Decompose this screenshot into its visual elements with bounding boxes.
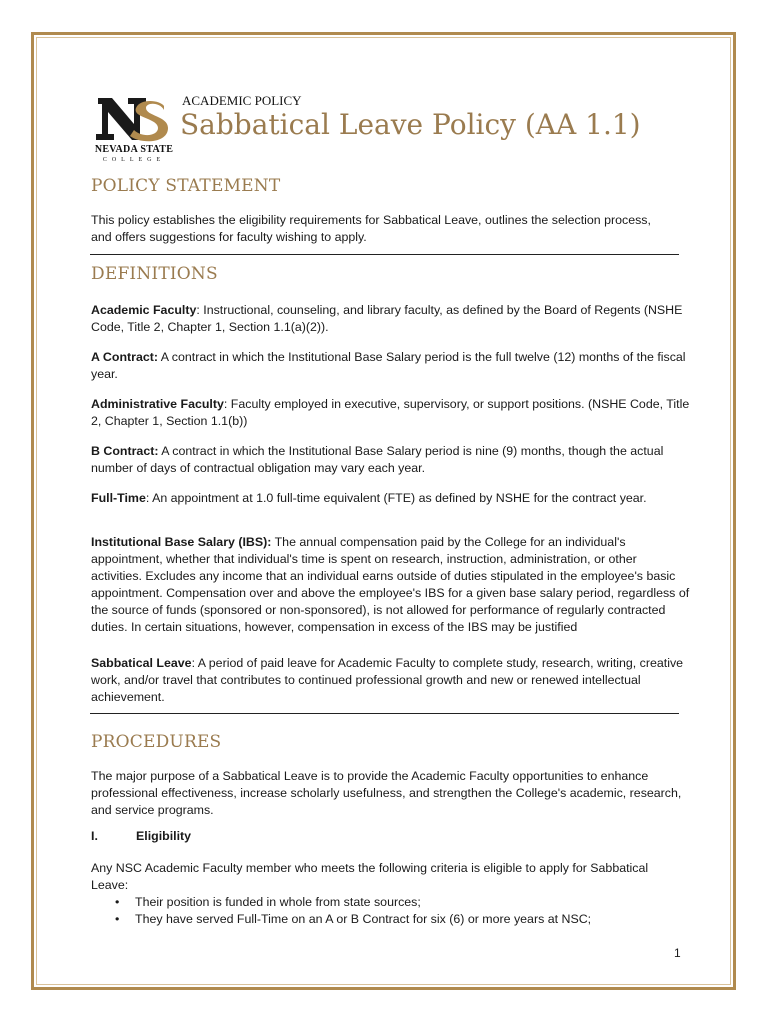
list-item: • They have served Full-Time on an A or B Contract for six (6) or more years at NSC; [91,911,691,928]
definition-term: Academic Faculty [91,303,197,317]
definition-text: A contract in which the Institutional Base Salary period is nine (9) months, though the actual number of days of contractual obligation may vary each year. [91,444,664,475]
definition-b-contract [91,443,691,477]
definition-term: Sabbatical Leave [91,656,192,670]
eligibility-intro: Any NSC Academic Faculty member who meets the following criteria is eligible to apply for Sabbatical Leave: [91,861,649,892]
procedures-intro: The major purpose of a Sabbatical Leave is to provide the Academic Faculty opportunities to enhance professional effectiveness, increase scholarly usefulness, and strengthen the College's academic, research, and service programs. [91,769,682,817]
subsection-heading [91,829,191,843]
definition-term: A Contract: [91,350,158,364]
page-title: Sabbatical Leave Policy (AA 1.1) [180,108,641,141]
definition-text: The annual compensation paid by the College for an individual's appointment, whether that individual's time is spent on research, instruction, administration, or other activities. Excludes any income that an individual earns outside of duties stipulated in the employee's basic appointment. Compensation over and above the employee's IBS for a given base salary period, regardless of the source of funds (sponsored or non-sponsored), is not allowed for performance of regularly contracted duties. In certain situations, however, compensation in excess of the IBS may be justified [91,535,690,634]
subsection-number: I. [91,829,98,843]
definition-term: Full-Time [91,491,146,505]
subsection-title: Eligibility [136,829,192,843]
definition-term: Institutional Base Salary (IBS): [91,535,272,549]
definition-term: Administrative Faculty [91,397,224,411]
policy-statement-heading: POLICY STATEMENT [91,176,281,196]
definition-text: Instructional, counseling, and library faculty, as defined by the Board of Regents (NSHE Code, Title 2, Chapter 1, Section 1.1(a)(2)). [91,303,683,334]
definition-text: A period of paid leave for Academic Faculty to complete study, research, writing, creative work, and/or travel that contributes to continued professional growth and new or renewed intellectual achievement. [91,656,684,704]
definition-full-time [91,490,691,507]
definitions-heading: DEFINITIONS [91,264,218,284]
eligibility-criteria-list [91,894,691,928]
definition-separator: : [223,397,231,411]
section-divider [90,254,679,255]
definition-separator: : [191,656,198,670]
page-number: 1 [674,946,681,960]
section-divider [90,713,679,714]
definition-separator: : [145,491,153,505]
ns-monogram-icon [94,94,174,144]
list-item: • Their position is funded in whole from state sources; [91,894,691,911]
definition-text: An appointment at 1.0 full-time equivalent (FTE) as defined by NSHE for the contract year. [152,491,647,505]
definition-text: Faculty employed in executive, supervisory, or support positions. (NSHE Code, Title 2, Chapter 1, Section 1.1(b)) [91,397,690,428]
college-name: NEVADA STATE [94,144,174,155]
definition-academic-faculty [91,302,691,336]
policy-category: ACADEMIC POLICY [182,93,302,108]
college-subtitle: COLLEGE [102,157,166,163]
definition-a-contract [91,349,691,383]
college-logo [94,94,174,174]
definition-term: B Contract: [91,444,159,458]
definition-text: A contract in which the Institutional Base Salary period is the full twelve (12) months of the fiscal year. [91,350,686,381]
definition-sabbatical-leave [91,655,691,706]
policy-statement-text: This policy establishes the eligibility requirements for Sabbatical Leave, outlines the selection process, and offers suggestions for faculty wishing to apply. [91,213,651,244]
definition-separator: : [196,303,204,317]
definition-institutional-base-salary [91,534,691,636]
definition-administrative-faculty [91,396,691,430]
procedures-heading: PROCEDURES [91,732,222,752]
